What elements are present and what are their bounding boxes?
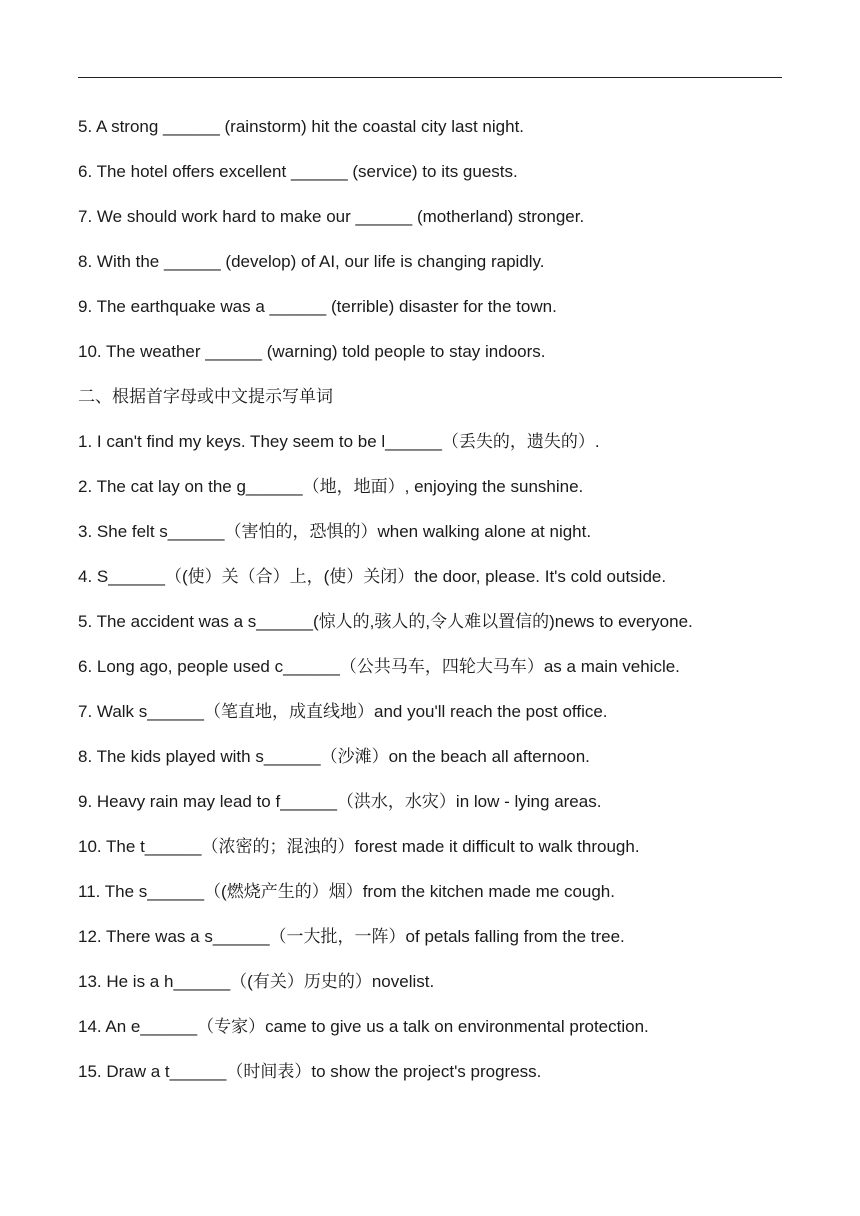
exercise-item: 13. He is a h______（(有关）历史的）novelist. [78, 972, 435, 991]
exercise-item: 8. The kids played with s______（沙滩）on the beach all afternoon. [78, 747, 590, 766]
exercise-item: 4. S______（(使）关（合）上，(使）关闭）the door, please. It's cold outside. [78, 567, 667, 586]
exercise-item: 9. Heavy rain may lead to f______（洪水，水灾）in low - lying areas. [78, 792, 602, 811]
section-word-forms [78, 111, 798, 381]
section-spelling-hints [78, 426, 798, 1101]
exercise-item: 5. The accident was a s______(惊人的,骇人的,令人难以置信的)news to everyone. [78, 612, 693, 631]
exercise-item: 6. Long ago, people used c______（公共马车，四轮大马车）as a main vehicle. [78, 657, 680, 676]
exercise-item: 9. The earthquake was a ______ (terrible) disaster for the town. [78, 297, 557, 316]
exercise-item: 5. A strong ______ (rainstorm) hit the coastal city last night. [78, 117, 525, 136]
header-rule [78, 77, 782, 78]
exercise-item: 8. With the ______ (develop) of AI, our life is changing rapidly. [78, 252, 545, 271]
exercise-item: 6. The hotel offers excellent ______ (service) to its guests. [78, 162, 518, 181]
exercise-item: 3. She felt s______（害怕的，恐惧的）when walking alone at night. [78, 522, 592, 541]
exercise-item: 7. Walk s______（笔直地，成直线地）and you'll reach the post office. [78, 702, 608, 721]
exercise-item: 7. We should work hard to make our ______ (motherland) stronger. [78, 207, 585, 226]
exercise-item: 2. The cat lay on the g______（地，地面）, enjoying the sunshine. [78, 477, 584, 496]
exercise-item: 14. An e______（专家）came to give us a talk on environmental protection. [78, 1017, 649, 1036]
exercise-item: 1. I can't find my keys. They seem to be l______（丢失的，遗失的）. [78, 432, 600, 451]
section-heading: 二、根据首字母或中文提示写单词 [78, 387, 333, 407]
exercise-item: 12. There was a s______（一大批，一阵）of petals falling from the tree. [78, 927, 625, 946]
exercise-item: 15. Draw a t______（时间表）to show the project's progress. [78, 1062, 542, 1081]
exercise-item: 10. The weather ______ (warning) told people to stay indoors. [78, 342, 546, 361]
worksheet-body [78, 111, 798, 1101]
exercise-item: 11. The s______（(燃烧产生的）烟）from the kitchen made me cough. [78, 882, 615, 901]
exercise-item: 10. The t______（浓密的；混浊的）forest made it difficult to walk through. [78, 837, 640, 856]
